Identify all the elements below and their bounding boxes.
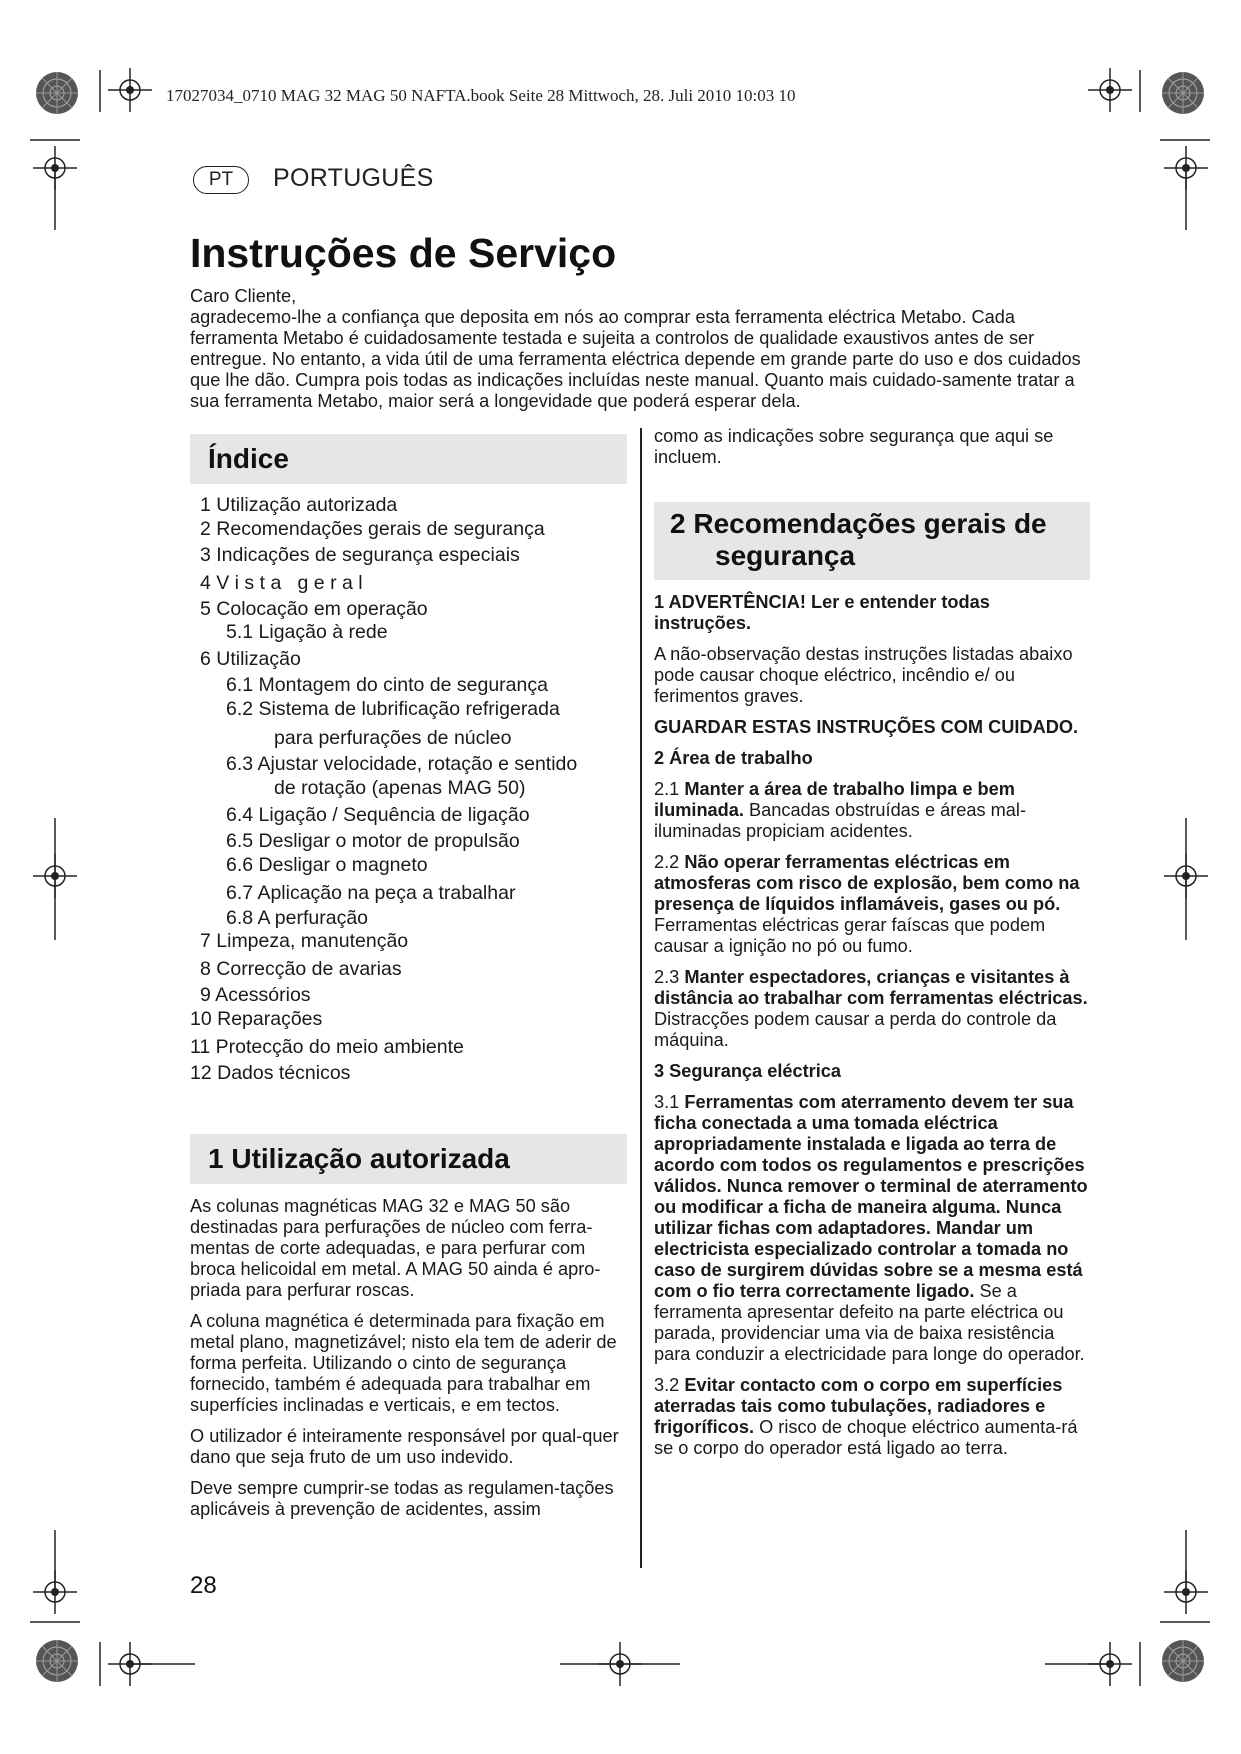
- section1-body: [190, 1196, 627, 1530]
- toc-item[interactable]: 10 Reparações: [190, 1008, 323, 1030]
- toc-item[interactable]: 6.7 Aplicação na peça a trabalhar: [226, 882, 516, 904]
- paragraph-number: 2.1: [654, 779, 680, 799]
- registration-cross-left-mid: [33, 854, 77, 898]
- paragraph-3-2: [654, 1375, 1090, 1459]
- section1-paragraph: O utilizador é inteiramente responsável por qual-quer dano que seja fruto de um uso indevido.: [190, 1426, 619, 1467]
- toc-heading-box: [190, 434, 627, 484]
- section1-continuation: como as indicações sobre segurança que aqui se incluem.: [654, 426, 1054, 467]
- registration-cross-top-right: [1088, 68, 1132, 112]
- toc-item[interactable]: 9 Acessórios: [200, 984, 311, 1006]
- paragraph-number: 2.2: [654, 852, 680, 872]
- toc-item[interactable]: 6.2 Sistema de lubrificação refrigerada: [226, 698, 560, 720]
- section2-heading-box: [654, 502, 1090, 580]
- paragraph-2-1: [654, 779, 1090, 842]
- language-name: PORTUGUÊS: [273, 164, 434, 192]
- section1-paragraph: Deve sempre cumprir-se todas as regulamen-tações aplicáveis à prevenção de acidentes, assim: [190, 1478, 614, 1519]
- paragraph-bold: Ferramentas com aterramento devem ter sua ficha conectada a uma tomada eléctrica apropriadamente instalada e ligada ao terra de acordo com todos os regulamentos e prescrições válidos. Nunca remover o terminal de aterramento ou modificar a ficha de maneira alguma. Nunca utilizar fichas com adaptadores. Mandar um electricista especializado controlar a tomada no caso de surgirem dúvidas sobre se a mesma está com o fio terra correctamente ligado.: [654, 1092, 1088, 1301]
- toc-item[interactable]: 11 Protecção do meio ambiente: [190, 1036, 464, 1058]
- toc-heading: Índice: [208, 443, 289, 474]
- book-info-line: 17027034_0710 MAG 32 MAG 50 NAFTA.book Seite 28 Mittwoch, 28. Juli 2010 10:03 10: [166, 86, 796, 105]
- toc-item[interactable]: 3 Indicações de segurança especiais: [200, 544, 520, 566]
- registration-cross-right-bottom: [1164, 1570, 1208, 1614]
- paragraph-bold: Não operar ferramentas eléctricas em atmosferas com risco de explosão, bem como na presença de líquidos inflamáveis, gases ou pó.: [654, 852, 1080, 914]
- paragraph-number: 3.2: [654, 1375, 680, 1395]
- toc-item[interactable]: 8 Correcção de avarias: [200, 958, 402, 980]
- paragraph-text: O risco de choque eléctrico aumenta-rá se o corpo do operador está ligado ao terra.: [654, 1417, 1078, 1458]
- toc-item[interactable]: 6.3 Ajustar velocidade, rotação e sentido: [226, 753, 578, 775]
- registration-cross-right-mid: [1164, 854, 1208, 898]
- toc-item[interactable]: 1 Utilização autorizada: [200, 494, 398, 516]
- keep-instructions: GUARDAR ESTAS INSTRUÇÕES COM CUIDADO.: [654, 717, 1079, 737]
- sunburst-mark-tr: [1162, 72, 1204, 114]
- intro-paragraph: agradecemo-lhe a confiança que deposita em nós ao comprar esta ferramenta eléctrica Metabo. Cada ferramenta Metabo é cuidadosamente testada e sujeita a controlos de qualidade exaustivos antes de ser entregue. No entanto, a vida útil de uma ferramenta eléctrica depende em grande parte do uso e dos cuidados que lhe dão. Cumpra pois todas as indicações incluídas neste manual. Quanto mais cuidado-samente tratar a sua ferramenta Metabo, maior será a longevidade que poderá esperar dela.: [190, 307, 1081, 411]
- paragraph-text: Se a ferramenta apresentar defeito na parte eléctrica ou parada, providenciar uma via de baixa resistência para conduzir a electricidade para longe do operador.: [654, 1281, 1085, 1364]
- paragraph-text: Ferramentas eléctricas gerar faíscas que podem causar a ignição no pó ou fumo.: [654, 915, 1046, 956]
- language-code-badge: PT: [193, 166, 249, 194]
- toc-item[interactable]: para perfurações de núcleo: [274, 727, 512, 749]
- toc-item[interactable]: 6 Utilização: [200, 648, 301, 670]
- toc-item[interactable]: 7 Limpeza, manutenção: [200, 930, 409, 952]
- section1-heading: 1 Utilização autorizada: [208, 1143, 510, 1174]
- registration-cross-right-1: [1164, 146, 1208, 190]
- sunburst-mark-br: [1162, 1640, 1204, 1682]
- toc-item[interactable]: 6.1 Montagem do cinto de segurança: [226, 674, 548, 696]
- toc-item[interactable]: 5 Colocação em operação: [200, 598, 428, 620]
- registration-cross-top-left: [108, 68, 152, 112]
- toc-item[interactable]: 2 Recomendações gerais de segurança: [200, 518, 545, 540]
- toc-item[interactable]: 6.6 Desligar o magneto: [226, 854, 428, 876]
- warning-heading: 1 ADVERTÊNCIA! Ler e entender todas instruções.: [654, 592, 990, 633]
- toc-item[interactable]: 4 V i s t a g e r a l: [200, 572, 363, 594]
- paragraph-bold: Manter a área de trabalho limpa e bem iluminada.: [654, 779, 1015, 820]
- page-number: 28: [190, 1572, 217, 1599]
- registration-cross-left-1: [33, 146, 77, 190]
- warning-text: A não-observação destas instruções listadas abaixo pode causar choque eléctrico, incêndio e/ ou ferimentos graves.: [654, 644, 1073, 706]
- section1-paragraph: A coluna magnética é determinada para fixação em metal plano, magnetizável; nisto ela tem de aderir de forma perfeita. Utilizando o cinto de segurança fornecido, também é adequada para trabalhar em superfícies inclinadas e verticais, e em tectos.: [190, 1311, 617, 1415]
- work-area-heading: 2 Área de trabalho: [654, 748, 813, 768]
- section1-heading-box: [190, 1134, 627, 1184]
- section2-heading-line1: 2 Recomendações gerais de: [670, 508, 1047, 539]
- paragraph-2-2: [654, 852, 1090, 957]
- paragraph-text: Bancadas obstruídas e áreas mal-iluminadas propiciam acidentes.: [654, 800, 1027, 841]
- column-divider: [640, 428, 642, 1568]
- paragraph-text: Distracções podem causar a perda do controle da máquina.: [654, 1009, 1057, 1050]
- section2-body: [654, 592, 1090, 1469]
- intro-text: [190, 286, 1090, 412]
- paragraph-number: 3.1: [654, 1092, 680, 1112]
- page-title: Instruções de Serviço: [190, 230, 617, 276]
- paragraph-3-1: [654, 1092, 1090, 1365]
- sunburst-mark-bl: [36, 1640, 78, 1682]
- electrical-safety-heading: 3 Segurança eléctrica: [654, 1061, 842, 1081]
- registration-cross-left-bottom: [33, 1570, 77, 1614]
- toc-item[interactable]: 12 Dados técnicos: [190, 1062, 351, 1084]
- sunburst-mark-tl: [36, 72, 78, 114]
- toc-item[interactable]: 6.8 A perfuração: [226, 907, 369, 929]
- registration-cross-bottom-right: [1088, 1642, 1132, 1686]
- paragraph-2-3: [654, 967, 1090, 1051]
- paragraph-number: 2.3: [654, 967, 680, 987]
- section2-heading: [654, 502, 1090, 572]
- toc-item[interactable]: 5.1 Ligação à rede: [226, 621, 388, 643]
- paragraph-bold: Manter espectadores, crianças e visitantes à distância ao trabalhar com ferramentas eléctricas.: [654, 967, 1088, 1008]
- toc-item[interactable]: 6.5 Desligar o motor de propulsão: [226, 830, 520, 852]
- section2-heading-line2: segurança: [715, 540, 856, 571]
- paragraph-bold: Evitar contacto com o corpo em superfícies aterradas tais como tubulações, radiadores e frigoríficos.: [654, 1375, 1063, 1437]
- registration-cross-bottom-left: [108, 1642, 152, 1686]
- section1-paragraph: As colunas magnéticas MAG 32 e MAG 50 são destinadas para perfurações de núcleo com ferra-mentas de corte adequadas, e para perfurar com broca helicoidal em metal. A MAG 50 ainda é apro-priada para perfurar roscas.: [190, 1196, 601, 1300]
- toc-item[interactable]: de rotação (apenas MAG 50): [274, 777, 526, 799]
- toc-item[interactable]: 6.4 Ligação / Sequência de ligação: [226, 804, 530, 826]
- intro-salutation: Caro Cliente,: [190, 286, 297, 306]
- registration-cross-bottom-center: [598, 1642, 642, 1686]
